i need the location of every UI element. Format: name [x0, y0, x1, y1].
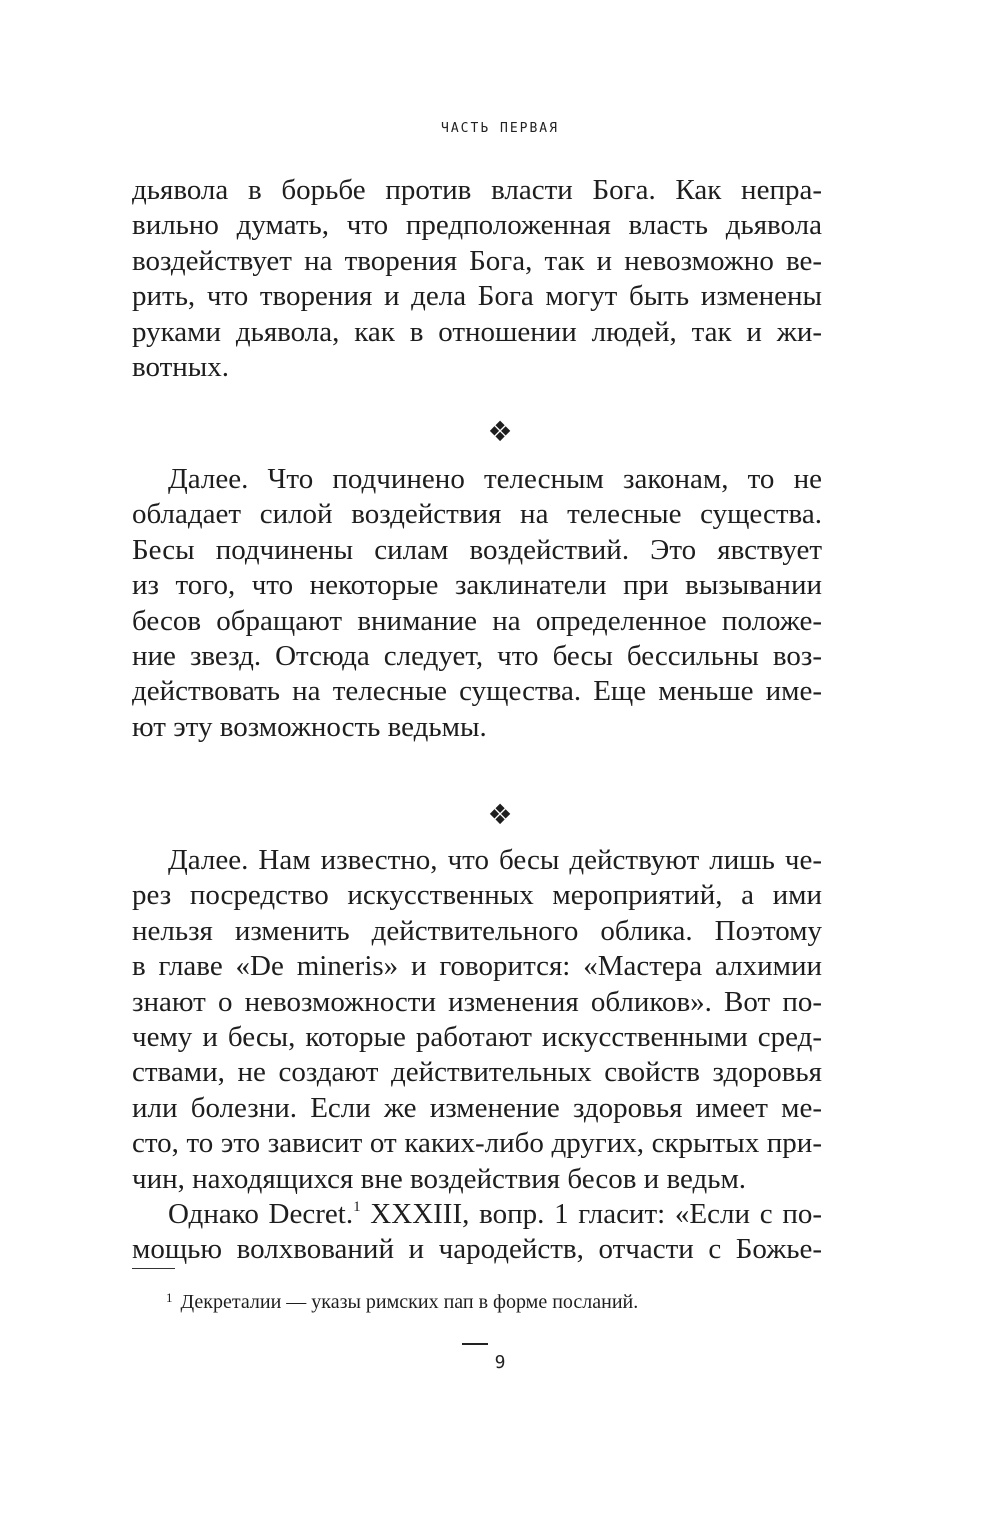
text-line: вильно думать, что предположенная власть дьявола — [132, 209, 822, 242]
text-line: чин, находящихся вне воздействия бесов и ведьм. — [132, 1162, 747, 1195]
text-line: вотных. — [132, 350, 230, 383]
text-line: руками дьявола, как в отношении людей, так и жи- — [132, 315, 822, 348]
text-line: ние звезд. Отсюда следует, что бесы бессильны воз- — [132, 639, 822, 672]
text-line: бесов обращают внимание на определенное положе- — [132, 604, 822, 637]
text-line: ют эту возможность ведьмы. — [132, 710, 487, 743]
text-line: сто, то это зависит от каких-либо других, скрытых при- — [132, 1127, 822, 1160]
footnote-text: Декреталии — указы римских пап в форме посланий. — [180, 1291, 639, 1313]
footnote-divider — [132, 1268, 175, 1269]
text-line: или болезни. Если же изменение здоровья имеет ме- — [132, 1091, 822, 1124]
text-line: в главе «De mineris» и говорится: «Мастера алхимии — [132, 950, 822, 983]
footnote-number: 1 — [166, 1290, 173, 1305]
text-line: знают о невозможности изменения обликов». Вот по- — [132, 985, 822, 1018]
footnote-reference[interactable]: 1 — [353, 1198, 361, 1215]
text-line: мощью волхвований и чародейств, отчасти с Божье- — [132, 1233, 822, 1266]
running-head: ЧАСТЬ ПЕРВАЯ — [441, 121, 559, 136]
text-line — [132, 1197, 822, 1232]
section-ornament-icon: ❖ — [487, 415, 513, 448]
text-line: Далее. Нам известно, что бесы действуют лишь че- — [168, 844, 822, 876]
page-number: 9 — [494, 1352, 506, 1373]
text-line: ствами, не создают действительных свойств здоровья — [132, 1056, 822, 1089]
text-line: действовать на телесные существа. Еще меньше име- — [132, 675, 822, 708]
page-number-rule — [462, 1343, 488, 1345]
footnote — [166, 1284, 638, 1316]
text-line: чему и бесы, которые работают искусственными сред- — [132, 1020, 822, 1053]
text-line: рез посредство искусственных мероприятий, а ими — [132, 879, 822, 912]
paragraph-1 — [132, 173, 822, 385]
paragraph-2 — [132, 462, 822, 745]
text-line: Далее. Что подчинено телесным законам, то не — [168, 463, 822, 495]
paragraph-3 — [132, 843, 822, 1268]
text-line: из того, что некоторые заклинатели при вызывании — [132, 569, 822, 602]
text-line: дьявола в борьбе против власти Бога. Как непра- — [132, 174, 822, 206]
text-line: рить, что творения и дела Бога могут быть изменены — [132, 280, 822, 313]
section-ornament-icon: ❖ — [487, 798, 513, 831]
text-line: обладает силой воздействия на телесные существа. — [132, 498, 822, 531]
text-line: Бесы подчинены силам воздействий. Это явствует — [132, 533, 822, 566]
text-line: воздействует на творения Бога, так и невозможно ве- — [132, 244, 822, 277]
text-fragment: XXXIII, вопр. 1 гласит: «Если с по- — [360, 1197, 822, 1230]
text-fragment: Однако Decret. — [168, 1197, 354, 1230]
text-line: нельзя изменить действительного облика. Поэтому — [132, 914, 822, 947]
